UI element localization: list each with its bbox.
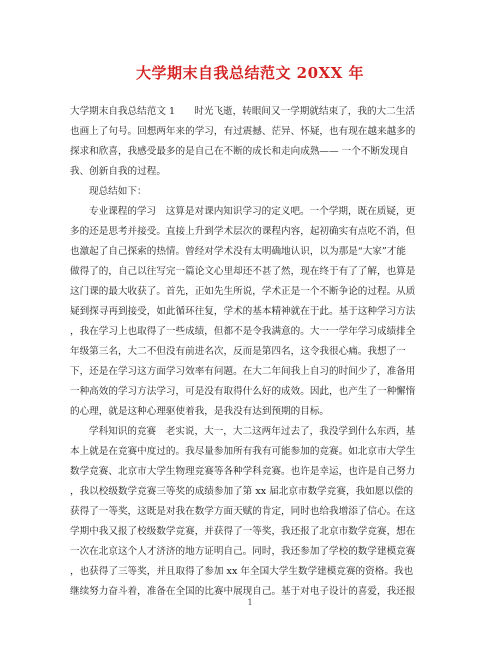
- text-line: 多的还是思考并接受。直接上升到学术层次的课程内容，起初确实有点吃不消，但: [70, 226, 416, 237]
- text-line: 学科知识的竞赛 老实说，大一，大二这两年过去了，我没学到什么东西，基: [89, 426, 416, 437]
- text-line: 现总结如下：: [89, 186, 147, 197]
- page-number: 1: [247, 598, 253, 607]
- text-line: 我、创新自我的过程。: [70, 166, 166, 177]
- text-line: 探求和欣喜，我感受最多的是自己在不断的成长和走向成熟—— 一个不断发现自: [70, 146, 409, 157]
- text-line: 也画上了句号。回想两年来的学习，有过震撼、茫异、怀疑，也有现在越来越多的: [70, 126, 416, 137]
- text-line: ，我在学习上也取得了一些成绩，但都不是令我满意的。大一一学年学习成绩排全: [70, 326, 416, 337]
- text-line: 继续努力奋斗着，准备在全国的比赛中展现自己。基于对电子设计的喜爱，我还报: [70, 586, 416, 597]
- text-line: 疑到探寻再到接受，如此循环往复，学术的基本精神就在于此。基于这种学习方法: [70, 306, 416, 317]
- paragraph: [70, 182, 435, 202]
- text-line: ，我以校级数学竞赛三等奖的成绩参加了第 xx 届北京市数学竞赛，我如愿以偿的: [70, 486, 414, 497]
- text-line: 数学竞赛、北京市大学生物理竞赛等各种学科竞赛。也许是幸运，也许是自己努力: [70, 466, 416, 477]
- text-line: ，也获得了三等奖，并且取得了参加 xx 年全国大学生数学建模竞赛的资格。我也: [70, 566, 414, 577]
- text-line: 大学期末自我总结范文 1 时光飞逝，转眼间又一学期就结束了，我的大二生活: [70, 106, 415, 117]
- text-line: 学期中我又报了校级数学竞赛，并获得了一等奖，我还报了北京市数学竞赛，想在: [70, 526, 416, 537]
- paragraph: [70, 102, 435, 182]
- text-line: 本上就是在竞赛中度过的。我尽量参加所有我有可能参加的竞赛。如北京市大学生: [70, 446, 416, 457]
- text-line: 一次在北京这个人才济济的地方证明自己。同时，我还参加了学校的数学建模竞赛: [70, 546, 416, 557]
- text-line: 专业课程的学习 这算是对课内知识学习的定义吧。一个学期，既在质疑，更: [89, 206, 416, 217]
- text-line: 获得了一等奖，这既是对我在数学方面天赋的肯定，同时也给我增添了信心。在这: [70, 506, 416, 517]
- text-line: 的心理，就是这种心理驱使着我，是我没有达到预期的目标。: [70, 406, 330, 417]
- text-line: 一种高效的学习方法学习，可是没有取得什么好的成效。因此，也产生了一种懈惰: [70, 386, 416, 397]
- text-line: 这门课的最大收获了。首先，正如先生所说，学术正是一个不断争论的过程。从质: [70, 286, 416, 297]
- paragraph: [70, 422, 435, 602]
- document-title: 大学期末自我总结范文 20XX 年: [135, 64, 365, 82]
- document-body: [70, 102, 435, 602]
- text-line: 下，还是在学习这方面学习效率有问题。在大二年间我上自习的时间少了，准备用: [70, 366, 416, 377]
- text-line: 年级第三名，大二不但没有前进名次，反而是第四名，这令我很心痛。我想了一: [70, 346, 406, 357]
- text-line: 也激起了自己探索的热情。曾经对学术没有太明确地认识，以为那是“大家”才能: [70, 246, 406, 257]
- paragraph: [70, 202, 435, 422]
- text-line: 做得了的，自己以往写完一篇论文心里却还不甚了然，现在终于有了了解，也算是: [70, 266, 416, 277]
